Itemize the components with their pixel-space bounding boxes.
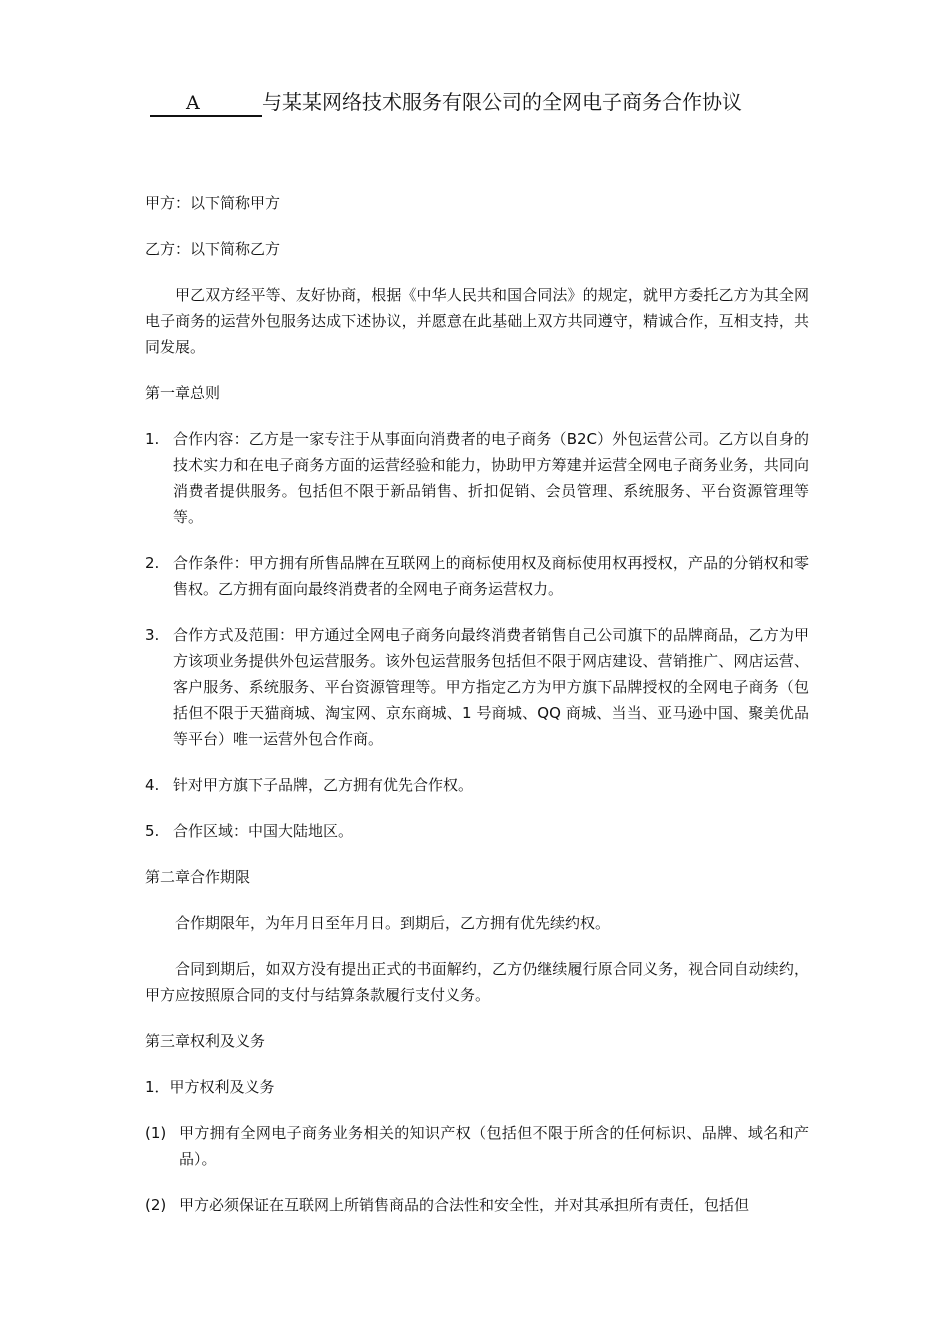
- item-text: 甲方拥有全网电子商务业务相关的知识产权（包括但不限于所含的任何标识、品牌、域名和产品）。: [179, 1124, 809, 1168]
- document-title-line: [150, 88, 830, 117]
- item-number: 4.: [145, 776, 160, 794]
- item-number: 2.: [145, 554, 160, 572]
- chapter-1-item-5: [145, 818, 809, 844]
- item-number: 5.: [145, 822, 160, 840]
- item-text: 合作内容：乙方是一家专注于从事面向消费者的电子商务（B2C）外包运营公司。乙方以自身的技术实力和在电子商务方面的运营经验和能力，协助甲方筹建并运营全网电子商务业务，共同向消费者提供服务。包括但不限于新品销售、折扣促销、会员管理、系统服务、平台资源管理等等。: [173, 430, 809, 526]
- item-number: 1.: [145, 430, 160, 448]
- item-number: 3.: [145, 626, 160, 644]
- title-blank-field: A: [150, 91, 262, 117]
- item-number: (1): [145, 1124, 167, 1142]
- item-text: 合作方式及范围：甲方通过全网电子商务向最终消费者销售自己公司旗下的品牌商品，乙方为甲方该项业务提供外包运营服务。该外包运营服务包括但不限于网店建设、营销推广、网店运营、客户服务、系统服务、平台资源管理等。甲方指定乙方为甲方旗下品牌授权的全网电子商务（包括但不限于天猫商城、淘宝网、京东商城、1 号商城、QQ 商城、当当、亚马逊中国、聚美优品等平台）唯一运营外包合作商。: [173, 626, 809, 748]
- chapter-1-item-4: [145, 772, 809, 798]
- chapter-1-item-2: [145, 550, 809, 602]
- chapter-2-heading: 第二章合作期限: [145, 868, 251, 886]
- chapter-3-heading: 第三章权利及义务: [145, 1032, 266, 1050]
- party-a-line: 甲方：以下简称甲方: [145, 194, 281, 212]
- item-text: 甲方必须保证在互联网上所销售商品的合法性和安全性，并对其承担所有责任，包括但: [179, 1196, 750, 1214]
- chapter-3-subheading-1: 1．甲方权利及义务: [145, 1078, 275, 1096]
- item-number: (2): [145, 1196, 167, 1214]
- chapter-1-item-3: [145, 622, 809, 752]
- item-text: 合作区域：中国大陆地区。: [173, 822, 354, 840]
- chapter-2-paragraph-2: 合同到期后，如双方没有提出正式的书面解约，乙方仍继续履行原合同义务，视合同自动续约，甲方应按照原合同的支付与结算条款履行支付义务。: [145, 960, 809, 1004]
- chapter-2-paragraph-1: 合作期限年，为年月日至年月日。到期后，乙方拥有优先续约权。: [175, 914, 611, 932]
- party-b-line: 乙方：以下简称乙方: [145, 240, 281, 258]
- item-text: 合作条件：甲方拥有所售品牌在互联网上的商标使用权及商标使用权再授权，产品的分销权和零售权。乙方拥有面向最终消费者的全网电子商务运营权力。: [173, 554, 809, 598]
- document-body: [145, 190, 809, 1238]
- document-title: 与某某网络技术服务有限公司的全网电子商务合作协议: [262, 90, 742, 114]
- chapter-1-item-1: [145, 426, 809, 530]
- chapter-3-item-1: [145, 1120, 809, 1172]
- item-text: 针对甲方旗下子品牌，乙方拥有优先合作权。: [173, 776, 474, 794]
- chapter-3-item-2: [145, 1192, 809, 1218]
- chapter-1-heading: 第一章总则: [145, 384, 221, 402]
- intro-paragraph: 甲乙双方经平等、友好协商，根据《中华人民共和国合同法》的规定，就甲方委托乙方为其全网电子商务的运营外包服务达成下述协议，并愿意在此基础上双方共同遵守，精诚合作，互相支持，共同发展。: [145, 286, 809, 356]
